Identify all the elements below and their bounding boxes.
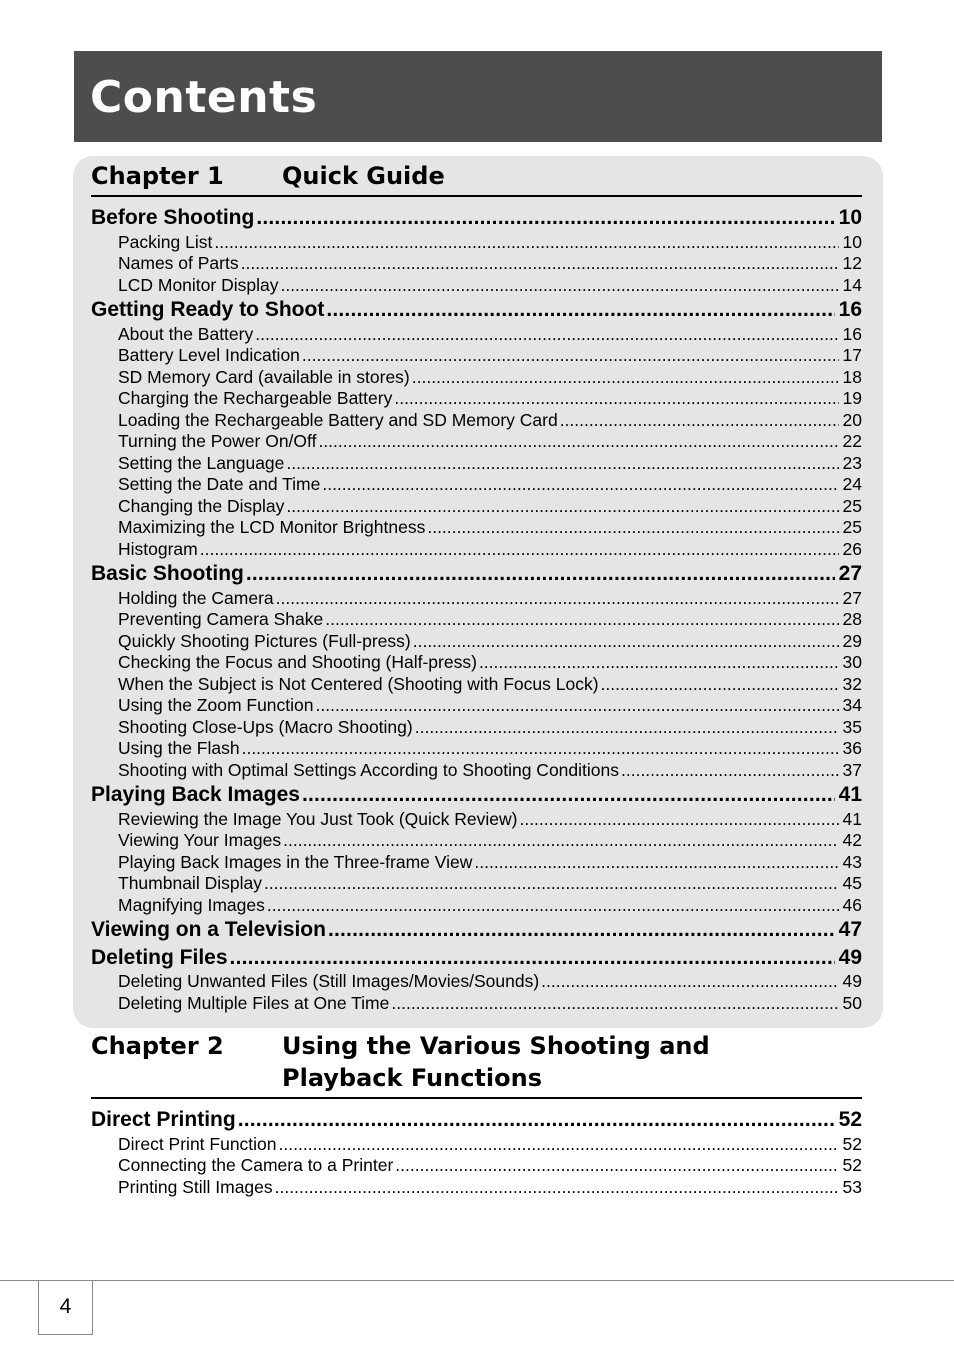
toc-entry-title: Holding the Camera xyxy=(118,587,274,608)
dot-leader xyxy=(255,324,838,346)
dot-leader xyxy=(283,830,838,852)
toc-entry-page: 27 xyxy=(838,562,862,585)
toc-entry-title: Thumbnail Display xyxy=(118,873,262,893)
toc-entry-page: 19 xyxy=(842,388,862,408)
toc-entry-page: 50 xyxy=(842,992,862,1013)
dot-leader xyxy=(302,781,835,809)
toc-subsection-entry[interactable] xyxy=(91,517,862,539)
dot-leader xyxy=(474,852,838,874)
toc-subsection-entry[interactable] xyxy=(91,431,862,453)
toc-entry-title: Connecting the Camera to a Printer xyxy=(118,1155,394,1175)
toc-entry-title: Setting the Date and Time xyxy=(118,474,321,494)
toc-entry-title: Magnifying Images xyxy=(118,894,265,915)
toc-subsection-entry[interactable] xyxy=(91,345,862,367)
toc-subsection-entry[interactable] xyxy=(91,474,862,496)
toc-section-entry[interactable] xyxy=(91,204,862,232)
dot-leader xyxy=(242,738,839,760)
page-title: Contents xyxy=(90,72,318,123)
toc-entry-page: 46 xyxy=(842,894,862,915)
toc-entry-title: Packing List xyxy=(118,231,213,252)
toc-entry-page: 30 xyxy=(842,652,862,672)
toc-subsection-entry[interactable] xyxy=(91,1177,862,1199)
toc-subsection-entry[interactable] xyxy=(91,588,862,610)
chapter2-title-line2: Playback Functions xyxy=(282,1064,542,1092)
toc-entry-title: Shooting with Optimal Settings According to Shooting Conditions xyxy=(118,759,619,780)
toc-entry-page: 18 xyxy=(842,366,862,387)
toc-entry-page: 37 xyxy=(842,759,862,780)
toc-entry-page: 42 xyxy=(842,830,862,850)
dot-leader xyxy=(318,431,838,453)
chapter2-toc xyxy=(91,1106,862,1198)
dot-leader xyxy=(325,609,838,631)
toc-entry-page: 27 xyxy=(842,587,862,608)
toc-section-entry[interactable] xyxy=(91,560,862,588)
toc-entry-title: Preventing Camera Shake xyxy=(118,609,324,629)
toc-entry-title: Before Shooting xyxy=(91,206,255,229)
dot-leader xyxy=(541,971,838,993)
toc-subsection-entry[interactable] xyxy=(91,453,862,475)
toc-entry-title: About the Battery xyxy=(118,323,254,344)
toc-entry-title: Getting Ready to Shoot xyxy=(91,298,325,321)
toc-entry-title: When the Subject is Not Centered (Shooting with Focus Lock) xyxy=(118,673,599,694)
toc-entry-title: Quickly Shooting Pictures (Full-press) xyxy=(118,630,411,651)
dot-leader xyxy=(413,631,839,653)
toc-entry-title: Playing Back Images xyxy=(91,783,300,806)
toc-subsection-entry[interactable] xyxy=(91,1134,862,1156)
toc-subsection-entry[interactable] xyxy=(91,275,862,297)
toc-entry-title: Printing Still Images xyxy=(118,1176,273,1197)
dot-leader xyxy=(279,1134,839,1156)
toc-subsection-entry[interactable] xyxy=(91,652,862,674)
chapter1-toc xyxy=(91,204,862,1014)
toc-entry-title: Checking the Focus and Shooting (Half-press) xyxy=(118,652,477,672)
dot-leader xyxy=(200,539,839,561)
toc-entry-title: Turning the Power On/Off xyxy=(118,431,317,451)
toc-subsection-entry[interactable] xyxy=(91,496,862,518)
toc-entry-title: Basic Shooting xyxy=(91,562,244,585)
toc-entry-page: 41 xyxy=(842,808,862,829)
toc-entry-page: 49 xyxy=(838,945,862,969)
toc-entry-title: Deleting Multiple Files at One Time xyxy=(118,992,390,1013)
toc-entry-title: Setting the Language xyxy=(118,452,285,473)
toc-subsection-entry[interactable] xyxy=(91,232,862,254)
dot-leader xyxy=(246,560,835,588)
toc-entry-page: 22 xyxy=(842,431,862,451)
toc-entry-title: Direct Printing xyxy=(91,1108,236,1131)
footer-rule xyxy=(0,1280,954,1281)
toc-entry-title: Reviewing the Image You Just Took (Quick Review) xyxy=(118,808,518,829)
toc-entry-title: Names of Parts xyxy=(118,253,239,273)
toc-entry-title: Viewing Your Images xyxy=(118,830,282,850)
toc-entry-page: 29 xyxy=(842,630,862,651)
dot-leader xyxy=(326,296,834,324)
dot-leader xyxy=(276,588,839,610)
toc-entry-title: Changing the Display xyxy=(118,495,285,516)
dot-leader xyxy=(275,1177,839,1199)
toc-entry-page: 23 xyxy=(842,452,862,473)
toc-entry-title: Playing Back Images in the Three-frame View xyxy=(118,851,473,872)
toc-section-entry[interactable] xyxy=(91,916,862,944)
chapter1-heading xyxy=(91,160,862,197)
toc-entry-page: 17 xyxy=(842,345,862,365)
toc-entry-title: Histogram xyxy=(118,538,198,559)
toc-entry-title: Loading the Rechargeable Battery and SD Memory Card xyxy=(118,409,558,430)
toc-section-entry[interactable] xyxy=(91,944,862,972)
dot-leader xyxy=(394,388,838,410)
toc-entry-title: Direct Print Function xyxy=(118,1133,277,1154)
toc-subsection-entry[interactable] xyxy=(91,539,862,561)
dot-leader xyxy=(230,944,835,972)
toc-entry-title: Viewing on a Television xyxy=(91,918,326,941)
toc-entry-title: Deleting Unwanted Files (Still Images/Movies/Sounds) xyxy=(118,971,540,991)
dot-leader xyxy=(286,453,838,475)
toc-entry-page: 26 xyxy=(842,538,862,559)
toc-entry-title: SD Memory Card (available in stores) xyxy=(118,366,410,387)
dot-leader xyxy=(214,232,838,254)
toc-subsection-entry[interactable] xyxy=(91,717,862,739)
dot-leader xyxy=(560,410,839,432)
toc-entry-page: 53 xyxy=(842,1176,862,1197)
toc-subsection-entry[interactable] xyxy=(91,895,862,917)
toc-entry-page: 24 xyxy=(842,474,862,494)
toc-entry-page: 52 xyxy=(842,1133,862,1154)
toc-entry-page: 16 xyxy=(842,323,862,344)
toc-entry-title: Shooting Close-Ups (Macro Shooting) xyxy=(118,716,413,737)
toc-entry-page: 10 xyxy=(842,231,862,252)
contents-banner xyxy=(74,51,882,142)
toc-entry-page: 28 xyxy=(842,609,862,629)
toc-entry-page: 52 xyxy=(842,1155,862,1175)
dot-leader xyxy=(621,760,839,782)
toc-entry-page: 25 xyxy=(842,495,862,516)
chapter1-title: Quick Guide xyxy=(282,162,445,190)
dot-leader xyxy=(322,474,838,496)
toc-section-entry[interactable] xyxy=(91,1106,862,1134)
toc-entry-page: 49 xyxy=(842,971,862,991)
toc-entry-page: 16 xyxy=(838,298,862,321)
toc-subsection-entry[interactable] xyxy=(91,971,862,993)
dot-leader xyxy=(391,993,838,1015)
dot-leader xyxy=(238,1106,835,1134)
toc-subsection-entry[interactable] xyxy=(91,253,862,275)
dot-leader xyxy=(395,1155,838,1177)
chapter2-title-line1: Using the Various Shooting and xyxy=(282,1032,710,1060)
toc-subsection-entry[interactable] xyxy=(91,738,862,760)
toc-subsection-entry[interactable] xyxy=(91,993,862,1015)
page-number: 4 xyxy=(59,1295,72,1318)
toc-subsection-entry[interactable] xyxy=(91,1155,862,1177)
toc-entry-page: 52 xyxy=(838,1108,862,1131)
toc-entry-page: 35 xyxy=(842,716,862,737)
toc-subsection-entry[interactable] xyxy=(91,809,862,831)
toc-subsection-entry[interactable] xyxy=(91,852,862,874)
dot-leader xyxy=(427,517,838,539)
page-number-box xyxy=(38,1281,93,1335)
dot-leader xyxy=(267,895,839,917)
toc-entry-page: 43 xyxy=(842,851,862,872)
toc-subsection-entry[interactable] xyxy=(91,388,862,410)
toc-subsection-entry[interactable] xyxy=(91,873,862,895)
toc-entry-title: Maximizing the LCD Monitor Brightness xyxy=(118,517,426,537)
toc-entry-page: 41 xyxy=(838,783,862,806)
dot-leader xyxy=(302,345,839,367)
toc-section-entry[interactable] xyxy=(91,781,862,809)
dot-leader xyxy=(286,496,838,518)
toc-subsection-entry[interactable] xyxy=(91,830,862,852)
toc-subsection-entry[interactable] xyxy=(91,367,862,389)
toc-entry-title: Charging the Rechargeable Battery xyxy=(118,388,393,408)
toc-entry-page: 14 xyxy=(842,274,862,295)
toc-entry-title: Battery Level Indication xyxy=(118,345,300,365)
toc-entry-page: 20 xyxy=(842,409,862,430)
toc-subsection-entry[interactable] xyxy=(91,410,862,432)
toc-entry-page: 12 xyxy=(842,253,862,273)
toc-entry-title: Deleting Files xyxy=(91,945,228,969)
toc-subsection-entry[interactable] xyxy=(91,760,862,782)
toc-subsection-entry[interactable] xyxy=(91,631,862,653)
chapter2-heading xyxy=(91,1030,862,1099)
toc-entry-page: 25 xyxy=(842,517,862,537)
toc-entry-page: 45 xyxy=(842,873,862,893)
toc-entry-title: Using the Flash xyxy=(118,738,240,758)
chapter2-number: Chapter 2 xyxy=(91,1032,224,1060)
dot-leader xyxy=(415,717,839,739)
toc-subsection-entry[interactable] xyxy=(91,695,862,717)
toc-subsection-entry[interactable] xyxy=(91,609,862,631)
toc-subsection-entry[interactable] xyxy=(91,674,862,696)
toc-entry-page: 47 xyxy=(838,918,862,941)
toc-entry-page: 34 xyxy=(842,695,862,715)
toc-entry-title: Using the Zoom Function xyxy=(118,695,314,715)
chapter1-number: Chapter 1 xyxy=(91,162,224,190)
toc-entry-page: 36 xyxy=(842,738,862,758)
toc-entry-page: 10 xyxy=(838,206,862,229)
dot-leader xyxy=(280,275,838,297)
toc-entry-title: LCD Monitor Display xyxy=(118,274,279,295)
dot-leader xyxy=(328,916,835,944)
toc-entry-page: 32 xyxy=(842,673,862,694)
dot-leader xyxy=(256,204,834,232)
toc-subsection-entry[interactable] xyxy=(91,324,862,346)
dot-leader xyxy=(601,674,839,696)
dot-leader xyxy=(241,253,839,275)
dot-leader xyxy=(264,873,839,895)
dot-leader xyxy=(412,367,839,389)
toc-section-entry[interactable] xyxy=(91,296,862,324)
dot-leader xyxy=(316,695,839,717)
dot-leader xyxy=(519,809,838,831)
dot-leader xyxy=(479,652,839,674)
